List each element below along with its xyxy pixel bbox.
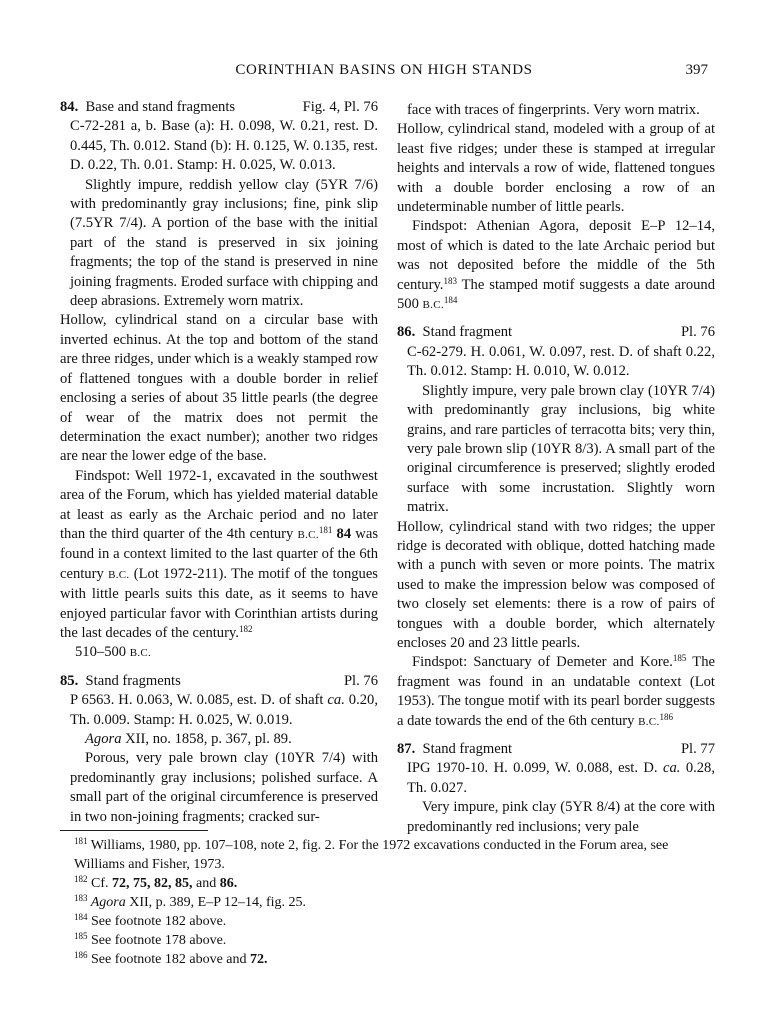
- plate-reference: Pl. 76: [343, 672, 378, 689]
- left-column: [60, 98, 378, 827]
- page-header: [60, 62, 708, 82]
- entry-84-fabric: Slightly impure, reddish yellow clay (5YR 7/6) with predominantly gray inclusions; fine, pink slip (7.5YR 7/4). A portion of the base with the initial part of the stand is preserved in six joining fragments; the top of the stand is preserved in nine joining fragments. Eroded surface with chipping and deep abrasions. Extremely worn matrix.: [70, 176, 378, 310]
- entry-85-inventory: P 6563. H. 0.063, W. 0.085, est. D. of shaft ca. 0.20, Th. 0.009. Stamp: H. 0.025, W. 0.019.: [70, 692, 378, 728]
- footnote-183: $^{183}$ Agora XII, p. 389, E–P 12–14, fig. 25.: [74, 893, 307, 910]
- entry-title: Base and stand fragments: [85, 99, 236, 115]
- entry-87-fabric: Very impure, pink clay (5YR 8/4) at the core with predominantly red inclusions; very pale: [407, 799, 715, 835]
- entry-number: 87.: [397, 741, 416, 757]
- entry-84-date: 510–500 B.C.: [75, 644, 152, 661]
- entry-86-description: Hollow, cylindrical stand with two ridges; the upper ridge is decorated with oblique, dotted hatching made with a punch with seven or more points. The matrix used to make the impression below was composed of two closely set elements: there is a row of pairs of tongues with a double border, which alternately encloses 20 and 23 little pearls.: [397, 518, 715, 651]
- footnote-ref[interactable]: 186: [659, 711, 673, 722]
- entry-title: Stand fragment: [422, 324, 513, 341]
- footnotes: [60, 836, 708, 969]
- entry-number: 86.: [397, 324, 416, 341]
- entry-87-inventory: IPG 1970-10. H. 0.099, W. 0.088, est. D. ca. 0.28, Th. 0.027.: [407, 760, 716, 796]
- entry-title: Stand fragments: [85, 672, 181, 689]
- running-head: CORINTHIAN BASINS ON HIGH STANDS: [235, 62, 533, 78]
- plate-reference: Pl. 76: [680, 324, 715, 341]
- entry-86-heading: [397, 323, 715, 342]
- entry-85-bibliography: Agora XII, no. 1858, p. 367, pl. 89.: [85, 731, 292, 747]
- footnote-ref[interactable]: 185: [672, 653, 687, 664]
- entry-84-findspot: Findspot: Well 1972-1, excavated in the southwest area of the Forum, which has yielded material datable at least as early as the Archaic period and no later than the third quarter of the 4th century B.C.$^{181}$ 84 was found in a context limited to the last quarter of the 6th century B.C. (Lot 1972-211). The motif of the tongues with little pearls suits this date, as it seems to have enjoyed particular favor with Corinthian artists during the last decades of the century.$^{182}$: [60, 467, 378, 641]
- entry-87-heading: [397, 740, 715, 759]
- footnote-ref[interactable]: 182: [238, 623, 253, 634]
- entry-86-findspot: Findspot: Sanctuary of Demeter and Kore.$^{185}$ The fragment was found in an undatable context (Lot 1953). The tongue motif with its pearl border suggests a date towards the end of the 6th century B.C.$^{186}$: [397, 653, 715, 729]
- entry-title: Stand fragment: [422, 741, 513, 757]
- footnote-ref[interactable]: 183: [443, 275, 457, 286]
- footnote-182: $^{182}$ Cf. 72, 75, 82, 85, and 86.: [74, 874, 238, 891]
- footnote-185: $^{185}$ See footnote 178 above.: [74, 931, 227, 948]
- footnote-184: $^{184}$ See footnote 182 above.: [74, 912, 227, 929]
- footnote-divider: [60, 830, 208, 831]
- entry-84-inventory: C-72-281 a, b. Base (a): H. 0.098, W. 0.21, rest. D. 0.445, Th. 0.012. Stand (b): H. 0.125, W. 0.135, rest. D. 0.22, Th. 0.01. Stamp: H. 0.025, W. 0.013.: [70, 118, 378, 174]
- entry-84-description: Hollow, cylindrical stand on a circular base with inverted echinus. At the top and bottom of the stand are three ridges, under which is a weakly stamped row of flattened tongues with a double border in relief enclosing a series of about 35 little pearls (the degree of wear of the matrix does not permit the determination the exact number); another two ridges are near the lower edge of the base.: [60, 312, 378, 465]
- footnote-181: $^{181}$ Williams, 1980, pp. 107–108, note 2, fig. 2. For the 1972 excavations conducted in the Forum area, see Williams and Fisher, 1973.: [74, 836, 669, 872]
- plate-reference: Fig. 4, Pl. 76: [302, 99, 378, 115]
- entry-85-findspot: Findspot: Athenian Agora, deposit E–P 12–14, most of which is dated to the late Archaic period but was not deposited before the middle of the 5th century.$^{183}$ The stamped motif suggests a date around 500 B.C.$^{184}$: [397, 218, 715, 313]
- entry-85-fabric: Porous, very pale brown clay (10YR 7/4) with predominantly gray inclusions; polished surface. A small part of the original circumference is preserved in two non-joining fragments; cracked sur-: [70, 750, 378, 825]
- entry-85-heading: [60, 672, 378, 691]
- entry-number: 85.: [60, 672, 79, 689]
- entry-86-fabric: Slightly impure, very pale brown clay (10YR 7/4) with predominantly gray inclusions, big white grains, and rare particles of terracotta bits; very thin, very pale brown slip (10YR 8/3). A small part of the original circumference is preserved; slightly eroded surface with some incrustation. Slightly worn matrix.: [407, 382, 715, 516]
- entry-86-inventory: C-62-279. H. 0.061, W. 0.097, rest. D. of shaft 0.22, Th. 0.012. Stamp: H. 0.010, W. 0.012.: [407, 343, 715, 380]
- plate-reference: Pl. 77: [680, 741, 715, 757]
- entry-number: 84.: [60, 99, 79, 115]
- entry-84-heading: [60, 98, 378, 117]
- footnote-ref[interactable]: 184: [443, 295, 458, 306]
- footnote-186: $^{186}$ See footnote 182 above and 72.: [74, 950, 268, 967]
- entry-85-description: Hollow, cylindrical stand, modeled with a group of at least five ridges; under these is stamped at irregular heights and intervals a row of wide, flattened tongues with a double border enclosing a row of an undeterminable number of little pearls.: [397, 121, 715, 216]
- page-number: 397: [685, 62, 708, 78]
- right-column: [397, 101, 715, 837]
- entry-85-fabric-cont: face with traces of fingerprints. Very worn matrix.: [407, 102, 700, 118]
- footnote-ref[interactable]: 181: [318, 524, 333, 535]
